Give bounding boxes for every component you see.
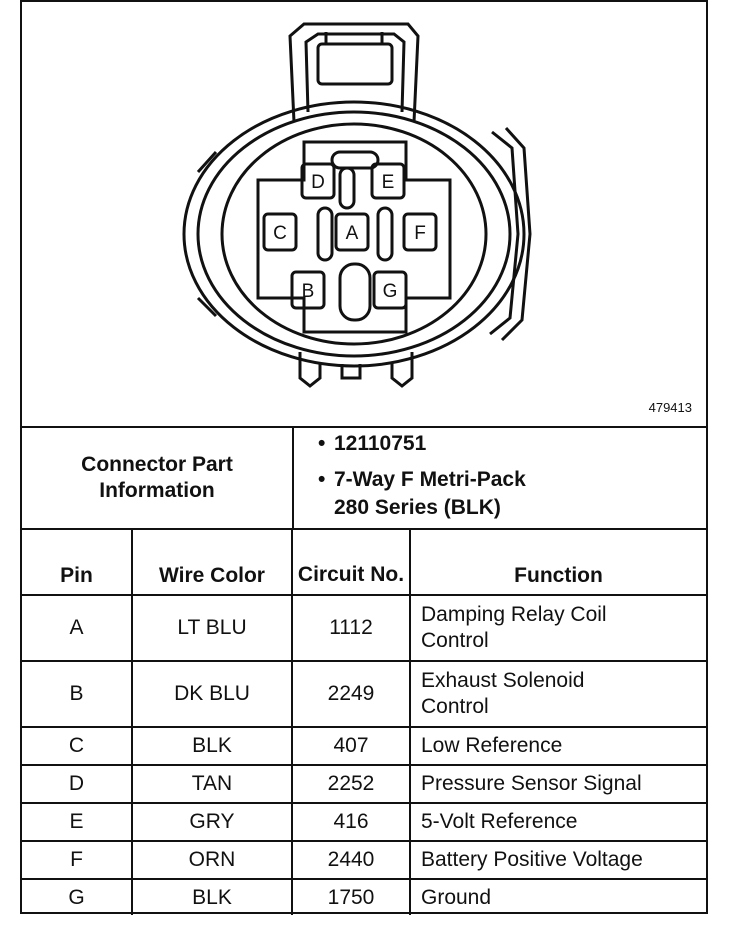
connector-latch-tab	[318, 44, 392, 84]
description-item-cont	[334, 496, 501, 520]
pin-cell: A	[22, 595, 132, 661]
connector-info-label: Connector Part Information	[22, 428, 294, 528]
part-number-item	[318, 432, 427, 456]
table-row	[22, 879, 706, 915]
connector-face-drawing	[22, 2, 706, 426]
circuit-cell: 407	[292, 727, 410, 765]
table-row	[22, 765, 706, 803]
table-row	[22, 727, 706, 765]
table-row	[22, 661, 706, 727]
connector-chart	[20, 0, 708, 914]
col-header-wire-color: Wire Color	[132, 530, 292, 595]
pin-cell: G	[22, 879, 132, 915]
description-item	[318, 468, 526, 492]
table-row	[22, 803, 706, 841]
function-cell: Pressure Sensor Signal	[410, 765, 706, 803]
pin-cell: E	[22, 803, 132, 841]
function-cell: Ground	[410, 879, 706, 915]
table-row	[22, 595, 706, 661]
wire-color-cell: BLK	[132, 727, 292, 765]
connector-foot-left	[300, 352, 320, 386]
connector-description-line2: 280 Series (BLK)	[334, 496, 501, 519]
circuit-cell: 2252	[292, 765, 410, 803]
connector-face-diagram	[22, 2, 706, 428]
function-cell	[410, 595, 706, 661]
pin-label-b: B	[301, 281, 315, 302]
wire-color-cell: ORN	[132, 841, 292, 879]
function-cell: 5-Volt Reference	[410, 803, 706, 841]
pin-label-g: G	[382, 281, 398, 302]
function-line1: Exhaust Solenoid	[421, 669, 585, 692]
pin-label-d: D	[311, 172, 325, 193]
connector-foot-right	[392, 352, 412, 386]
col-header-function: Function	[410, 530, 706, 595]
wire-color-cell: LT BLU	[132, 595, 292, 661]
circuit-cell: 2249	[292, 661, 410, 727]
circuit-cell: 416	[292, 803, 410, 841]
connector-description-line1: 7-Way F Metri-Pack	[334, 468, 526, 491]
circuit-cell: 2440	[292, 841, 410, 879]
table-row	[22, 841, 706, 879]
pin-label-a: A	[345, 223, 359, 244]
function-line2: Control	[421, 629, 489, 652]
circuit-cell: 1112	[292, 595, 410, 661]
col-header-circuit-no: Circuit No.	[292, 530, 410, 595]
function-line1: Damping Relay Coil	[421, 603, 607, 626]
pin-label-e: E	[381, 172, 395, 193]
pin-label-c: C	[273, 223, 287, 244]
function-line2: Control	[421, 695, 489, 718]
part-number: 12110751	[334, 432, 427, 455]
bullet-icon: •	[318, 432, 326, 455]
pin-cell: F	[22, 841, 132, 879]
wire-color-cell: DK BLU	[132, 661, 292, 727]
function-cell: Low Reference	[410, 727, 706, 765]
col-header-pin: Pin	[22, 530, 132, 595]
pinout-table	[22, 530, 706, 915]
function-cell	[410, 661, 706, 727]
bullet-icon: •	[318, 468, 326, 491]
connector-part-info	[22, 428, 706, 530]
pinout-header-row	[22, 530, 706, 595]
circuit-cell: 1750	[292, 879, 410, 915]
figure-number: 479413	[648, 400, 692, 415]
wire-color-cell: GRY	[132, 803, 292, 841]
function-cell: Battery Positive Voltage	[410, 841, 706, 879]
pin-label-f: F	[414, 223, 426, 244]
pin-cell: D	[22, 765, 132, 803]
connector-info-list	[294, 428, 706, 528]
pin-cell: B	[22, 661, 132, 727]
wire-color-cell: TAN	[132, 765, 292, 803]
wire-color-cell: BLK	[132, 879, 292, 915]
pin-cell: C	[22, 727, 132, 765]
